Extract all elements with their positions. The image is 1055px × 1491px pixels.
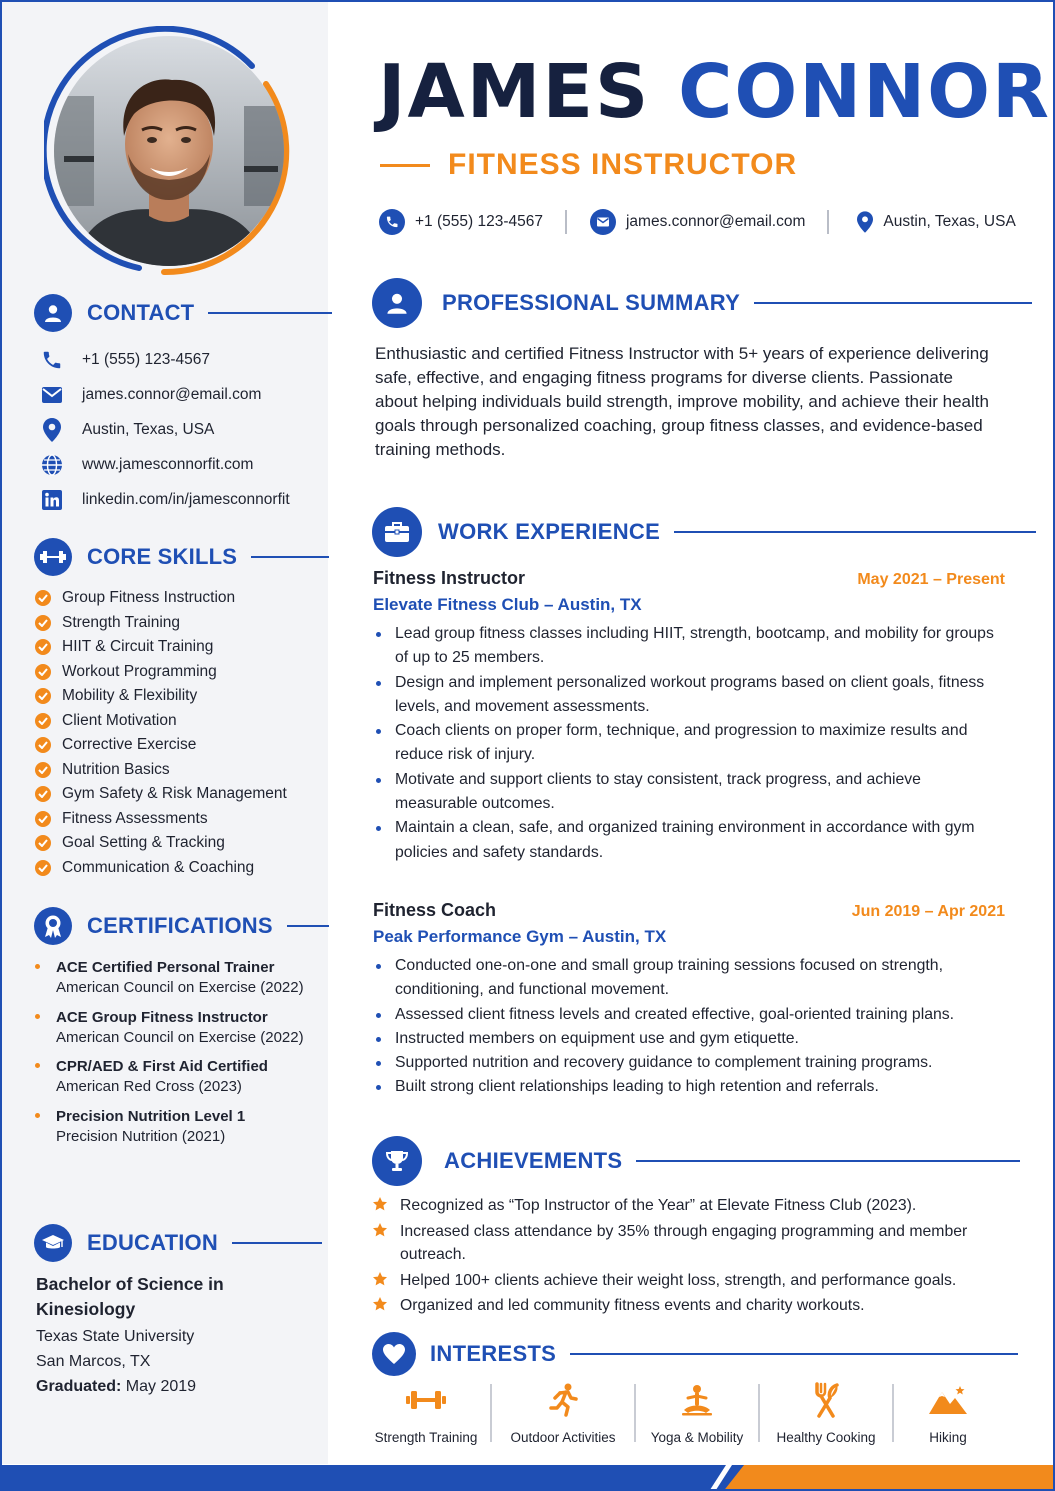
globe-icon [38, 451, 66, 479]
yoga-icon [680, 1382, 714, 1418]
header-email[interactable] [589, 208, 805, 236]
location-pin-icon [38, 416, 66, 444]
check-circle-icon [35, 737, 51, 753]
skill-label: Group Fitness Instruction [62, 589, 236, 607]
skill-item [35, 856, 320, 881]
achievement-text: Recognized as “Top Instructor of the Year” at Elevate Fitness Club (2023). [400, 1197, 917, 1214]
interest-label: Strength Training [374, 1430, 478, 1445]
skill-item [35, 807, 320, 832]
graduated-label: Graduated: [36, 1378, 122, 1395]
certifications-divider [287, 925, 329, 927]
job-entry [373, 900, 1005, 1100]
check-circle-icon [35, 786, 51, 802]
job-position: Fitness Instructor [373, 568, 526, 588]
first-name: JAMES [378, 49, 651, 135]
job-position: Fitness Coach [373, 900, 497, 920]
check-circle-icon [35, 688, 51, 704]
job-title [380, 148, 797, 182]
achievement-text: Organized and led community fitness events and charity workouts. [400, 1297, 865, 1314]
job-bullet: Assessed client fitness levels and created effective, goal-oriented training plans. [373, 1003, 1005, 1027]
header-phone-text: +1 (555) 123-4567 [415, 213, 543, 230]
check-circle-icon [35, 835, 51, 851]
job-company: Elevate Fitness Club – Austin, TX [373, 595, 642, 614]
interest-item [894, 1382, 1002, 1446]
school-name: Texas State University [36, 1328, 195, 1345]
job-bullet: Lead group fitness classes including HIIT, strength, bootcamp, and mobility for groups of up to 25 members. [373, 622, 1005, 671]
achievement-item [372, 1194, 1002, 1218]
summary-divider [754, 302, 1032, 304]
job-bullet: Maintain a clean, safe, and organized training environment in accordance with gym policies and safety standards. [373, 816, 1005, 865]
interest-label: Healthy Cooking [776, 1430, 876, 1445]
certification-item [34, 1007, 319, 1049]
certification-name: Precision Nutrition Level 1 [56, 1107, 246, 1125]
skill-label: Mobility & Flexibility [62, 687, 198, 705]
achievement-item [372, 1269, 1002, 1293]
skill-label: Gym Safety & Risk Management [62, 785, 287, 803]
briefcase-icon [372, 507, 422, 557]
experience-title: WORK EXPERIENCE [438, 519, 661, 544]
email-icon [38, 381, 66, 409]
achievement-text: Helped 100+ clients achieve their weight loss, strength, and performance goals. [400, 1271, 957, 1289]
job-title-text: FITNESS INSTRUCTOR [448, 148, 798, 181]
job-bullet: Supported nutrition and recovery guidance to complement training programs. [373, 1051, 1005, 1075]
trophy-icon [372, 1136, 422, 1186]
contact-email[interactable] [38, 377, 318, 412]
contact-title: CONTACT [87, 300, 195, 325]
skill-label: Workout Programming [62, 662, 217, 680]
skill-item [35, 635, 320, 660]
job-dates: May 2021 – Present [857, 571, 1005, 588]
bullet-dot [35, 1014, 40, 1019]
cooking-icon [811, 1382, 841, 1418]
certifications-list [34, 957, 319, 1155]
achievements-heading [372, 1136, 1020, 1186]
job-bullet: Conducted one-on-one and small group training sessions focused on strength, conditioning, and functional movement. [373, 954, 1005, 1003]
interests-row [362, 1382, 1012, 1446]
contact-location-text: Austin, Texas, USA [82, 420, 215, 438]
job-bullet: Motivate and support clients to stay consistent, track progress, and achieve measurable outcomes. [373, 768, 1005, 817]
interests-heading [372, 1332, 1018, 1376]
dumbbell-icon [34, 538, 72, 576]
interest-label: Hiking [929, 1430, 967, 1445]
header-location [851, 208, 1015, 236]
achievement-item [372, 1294, 1002, 1318]
header-location-text: Austin, Texas, USA [883, 213, 1016, 230]
certifications-heading [34, 907, 329, 945]
certification-name: ACE Certified Personal Trainer [56, 959, 275, 976]
certification-item [34, 957, 319, 999]
education-heading [34, 1224, 322, 1262]
header-phone[interactable] [378, 208, 543, 236]
check-circle-icon [35, 590, 51, 606]
achievements-list [372, 1194, 1002, 1320]
check-circle-icon [35, 860, 51, 876]
summary-text: Enthusiastic and certified Fitness Instructor with 5+ years of experience delivering safe, effective, and engaging fitness programs for diverse clients. Passionate about helping individuals build strength, improve mobility, and achieve their health goals through personalized coaching, group fitness classes, and evidence-based training methods. [375, 344, 989, 459]
skill-label: HIIT & Circuit Training [62, 638, 214, 656]
bullet-dot [35, 1063, 40, 1068]
job-dates: Jun 2019 – Apr 2021 [851, 903, 1005, 920]
skill-label: Strength Training [62, 613, 181, 631]
contact-list [38, 342, 318, 517]
school-city: San Marcos, TX [36, 1353, 151, 1370]
avatar [54, 36, 284, 266]
summary-heading [372, 278, 1032, 328]
skills-heading [34, 538, 329, 576]
star-icon [372, 1271, 388, 1287]
certification-org: American Council on Exercise (2022) [56, 979, 304, 996]
job-bullet: Built strong client relationships leading to high retention and referrals. [373, 1075, 1005, 1099]
skill-item [35, 709, 320, 734]
skill-label: Fitness Assessments [62, 809, 208, 827]
skill-label: Client Motivation [62, 711, 177, 729]
job-bullets [373, 622, 1005, 865]
skill-label: Goal Setting & Tracking [62, 834, 225, 852]
achievements-divider [636, 1160, 1020, 1162]
certifications-title: CERTIFICATIONS [87, 913, 273, 938]
last-name: CONNOR [678, 49, 1052, 135]
job-bullet: Design and implement personalized workout programs based on client goals, fitness levels, and movement assessments. [373, 671, 1005, 720]
contact-location [38, 412, 318, 447]
interest-item [492, 1382, 634, 1446]
contact-email-text: james.connor@email.com [82, 385, 262, 403]
job-bullets [373, 954, 1005, 1100]
certification-org: American Red Cross (2023) [56, 1078, 242, 1095]
skill-item [35, 660, 320, 685]
bullet-dot [35, 964, 40, 969]
skill-item [35, 782, 320, 807]
interest-label: Yoga & Mobility [650, 1430, 744, 1445]
contact-linkedin-text: linkedin.com/in/jamesconnorfit [82, 490, 290, 508]
contact-divider [208, 312, 332, 314]
contact-separator [827, 210, 829, 234]
star-icon [372, 1222, 388, 1238]
job-company: Peak Performance Gym – Austin, TX [373, 927, 667, 946]
phone-icon [38, 346, 66, 374]
education-divider [232, 1242, 322, 1244]
skill-item [35, 684, 320, 709]
check-circle-icon [35, 664, 51, 680]
interests-divider [570, 1353, 1018, 1355]
graduation-date [36, 1374, 316, 1399]
contact-website[interactable] [38, 447, 318, 482]
sidebar [2, 2, 328, 1464]
interest-item [760, 1382, 892, 1446]
runner-icon [548, 1382, 578, 1418]
achievements-title: ACHIEVEMENTS [444, 1148, 623, 1173]
interest-item [362, 1382, 490, 1446]
certification-name: ACE Group Fitness Instructor [56, 1008, 268, 1026]
certification-org: American Council on Exercise (2022) [56, 1028, 304, 1046]
job-bullet: Coach clients on proper form, technique, and progression to maximize results and reduce risk of injury. [373, 719, 1005, 768]
contact-phone-text: +1 (555) 123-4567 [82, 350, 210, 368]
award-ribbon-icon [34, 907, 72, 945]
check-circle-icon [35, 713, 51, 729]
check-circle-icon [35, 615, 51, 631]
certification-item [34, 1106, 319, 1148]
contact-linkedin[interactable] [38, 482, 318, 517]
check-circle-icon [35, 762, 51, 778]
skill-item [35, 611, 320, 636]
header-contact-bar [378, 206, 1016, 238]
contact-heading [34, 294, 332, 332]
skills-title: CORE SKILLS [87, 544, 238, 569]
star-icon [372, 1296, 388, 1312]
contact-phone[interactable] [38, 342, 318, 377]
skills-divider [251, 556, 329, 558]
experience-heading [372, 507, 1036, 557]
check-circle-icon [35, 639, 51, 655]
education-entry [36, 1272, 316, 1399]
graduated-value: May 2019 [125, 1378, 197, 1395]
skill-item [35, 733, 320, 758]
achievement-text: Increased class attendance by 35% through engaging programming and member outreach. [400, 1222, 968, 1263]
title-dash [380, 164, 430, 167]
mountain-icon [928, 1382, 968, 1418]
skill-item [35, 758, 320, 783]
education-title: EDUCATION [87, 1230, 218, 1255]
linkedin-icon [38, 486, 66, 514]
heart-icon [372, 1332, 416, 1376]
contact-separator [565, 210, 567, 234]
bullet-dot [35, 1113, 40, 1118]
user-icon [34, 294, 72, 332]
interests-title: INTERESTS [430, 1341, 557, 1366]
experience-divider [674, 531, 1036, 533]
dumbbell-icon [406, 1382, 446, 1418]
skill-item [35, 831, 320, 856]
graduation-cap-icon [34, 1224, 72, 1262]
achievement-item [372, 1220, 1002, 1267]
job-bullet: Instructed members on equipment use and gym etiquette. [373, 1027, 1005, 1051]
user-icon [372, 278, 422, 328]
contact-website-text: www.jamesconnorfit.com [82, 455, 254, 473]
header-email-text: james.connor@email.com [625, 213, 806, 230]
skill-label: Communication & Coaching [62, 858, 255, 876]
summary-title: PROFESSIONAL SUMMARY [442, 290, 741, 315]
certification-org: Precision Nutrition (2021) [56, 1127, 226, 1145]
job-entry [373, 568, 1005, 865]
full-name [378, 50, 1051, 134]
skill-label: Corrective Exercise [62, 736, 197, 754]
profile-photo [44, 26, 294, 276]
star-icon [372, 1196, 388, 1212]
footer-band-orange [722, 1465, 1055, 1491]
interest-item [636, 1382, 758, 1446]
skill-label: Nutrition Basics [62, 760, 170, 778]
skills-list [35, 586, 320, 880]
certification-name: CPR/AED & First Aid Certified [56, 1058, 268, 1075]
interest-label: Outdoor Activities [510, 1430, 616, 1445]
skill-item [35, 586, 320, 611]
check-circle-icon [35, 811, 51, 827]
location-pin-icon [851, 208, 879, 236]
email-circle-icon [589, 208, 617, 236]
degree-title: Bachelor of Science in Kinesiology [36, 1274, 224, 1319]
certification-item [34, 1056, 319, 1098]
phone-circle-icon [378, 208, 406, 236]
